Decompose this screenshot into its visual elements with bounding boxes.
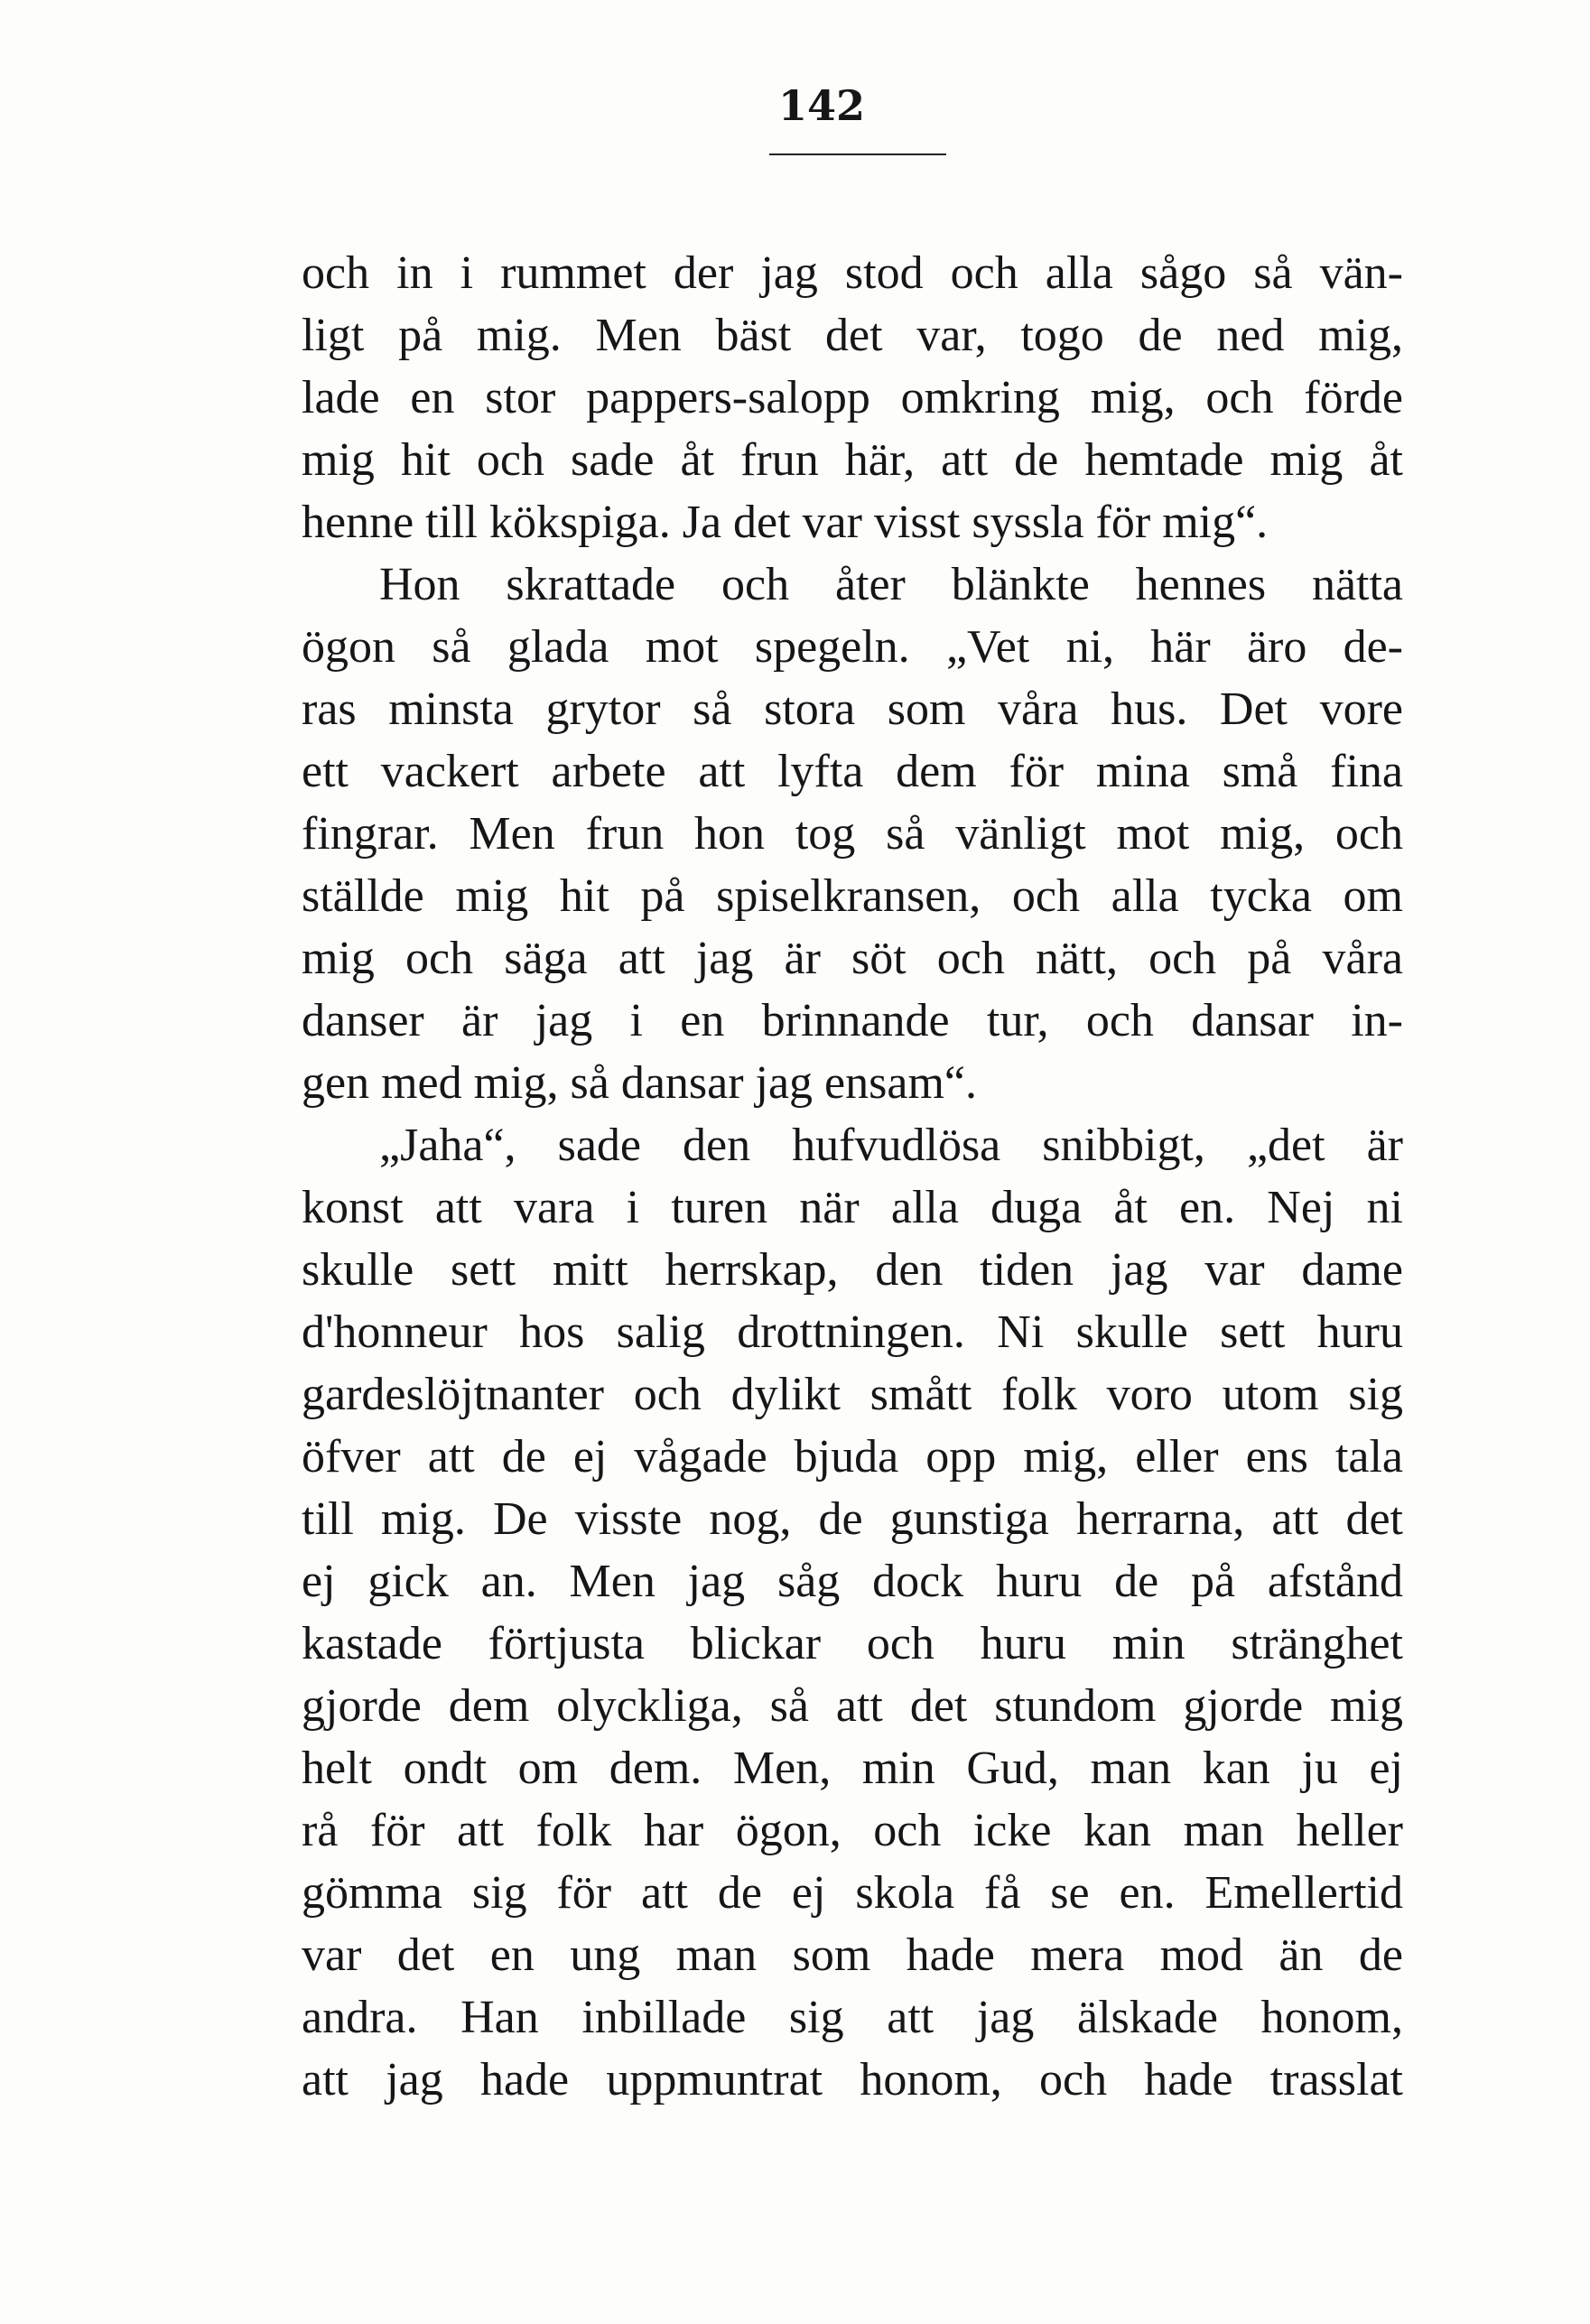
text-line: kastade förtjusta blickar och huru min stränghet	[302, 1618, 1403, 1669]
page-number: 142	[777, 81, 866, 130]
text-line: ögon så glada mot spegeln. „Vet ni, här äro de-	[302, 621, 1403, 673]
header-rule	[769, 153, 946, 155]
text-line: öfver att de ej vågade bjuda opp mig, eller ens tala	[302, 1431, 1403, 1483]
text-line: helt ondt om dem. Men, min Gud, man kan ju ej	[302, 1743, 1403, 1794]
text-line: gen med mig, så dansar jag ensam“.	[302, 1057, 977, 1109]
text-line: ligt på mig. Men bäst det var, togo de ned mig,	[302, 310, 1403, 361]
text-line: skulle sett mitt herrskap, den tiden jag var dame	[302, 1244, 1403, 1296]
text-line: ej gick an. Men jag såg dock huru de på afstånd	[302, 1556, 1403, 1607]
text-line: ras minsta grytor så stora som våra hus. Det vore	[302, 683, 1403, 735]
text-line: rå för att folk har ögon, och icke kan man heller	[302, 1805, 1403, 1856]
text-line: „Jaha“, sade den hufvudlösa snibbigt, „det är	[379, 1120, 1403, 1171]
text-line: konst att vara i turen när alla duga åt en. Nej ni	[302, 1182, 1403, 1233]
text-line: Hon skrattade och åter blänkte hennes nätta	[379, 559, 1403, 610]
text-line: fingrar. Men frun hon tog så vänligt mot mig, och	[302, 808, 1403, 860]
text-line: mig och säga att jag är söt och nätt, och på våra	[302, 933, 1403, 984]
body-text	[302, 242, 1403, 2111]
text-line: andra. Han inbillade sig att jag älskade honom,	[302, 1992, 1403, 2043]
text-line: gardeslöjtnanter och dylikt smått folk voro utom sig	[302, 1369, 1403, 1420]
text-line: lade en stor pappers-salopp omkring mig, och förde	[302, 372, 1403, 423]
text-line: ställde mig hit på spiselkransen, och alla tycka om	[302, 870, 1403, 922]
text-line: mig hit och sade åt frun här, att de hemtade mig åt	[302, 434, 1403, 486]
text-line: till mig. De visste nog, de gunstiga herrarna, att det	[302, 1493, 1403, 1545]
text-line: att jag hade uppmuntrat honom, och hade trasslat	[302, 2054, 1403, 2106]
text-line: och in i rummet der jag stod och alla sågo så vän-	[302, 247, 1403, 299]
text-line: ett vackert arbete att lyfta dem för mina små fina	[302, 746, 1403, 797]
text-line: gömma sig för att de ej skola få se en. Emellertid	[302, 1867, 1403, 1919]
text-line: var det en ung man som hade mera mod än de	[302, 1929, 1403, 1981]
text-line: gjorde dem olyckliga, så att det stundom gjorde mig	[302, 1680, 1403, 1732]
text-line: d'honneur hos salig drottningen. Ni skulle sett huru	[302, 1306, 1403, 1358]
text-line: henne till kökspiga. Ja det var visst syssla för mig“.	[302, 497, 1269, 548]
text-line: danser är jag i en brinnande tur, och dansar in-	[302, 995, 1403, 1046]
